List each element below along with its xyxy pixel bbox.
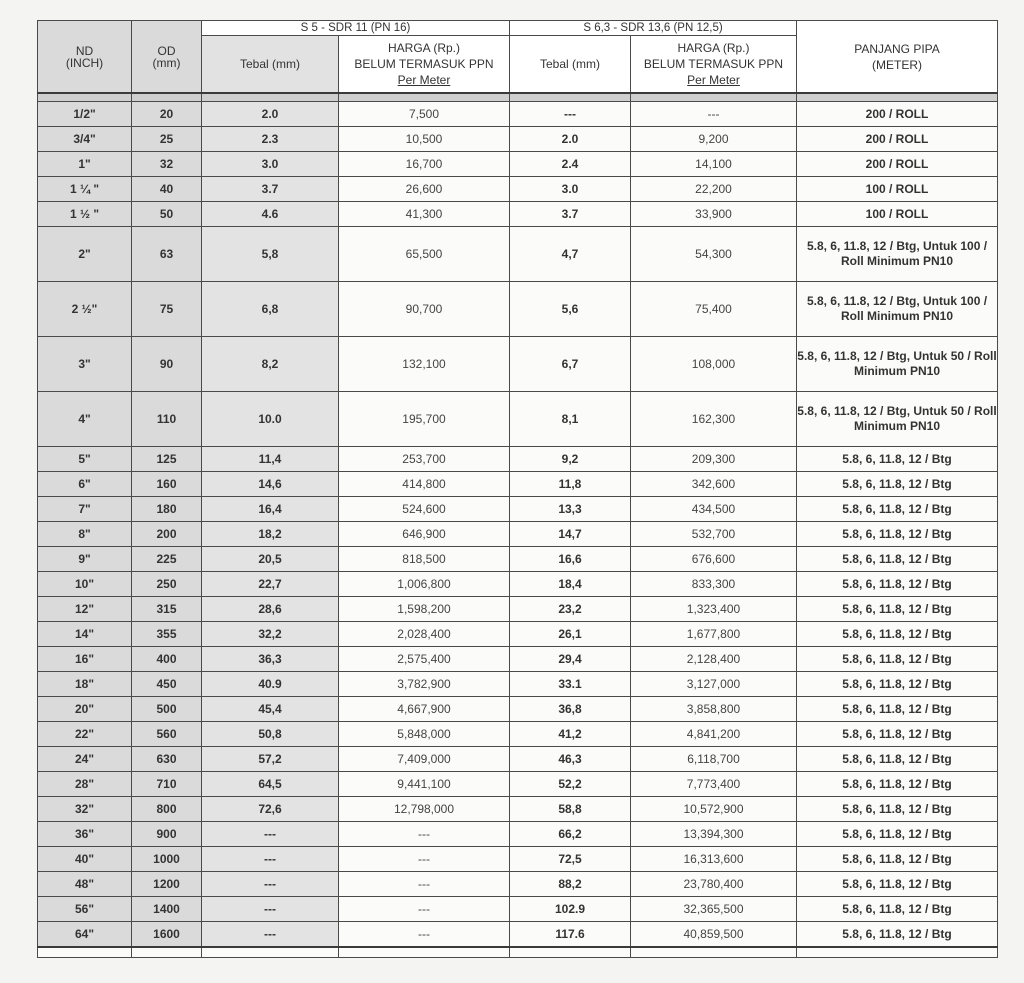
harga-sdr136-cell: 434,500 [631, 497, 797, 522]
panjang-cell: 5.8, 6, 11.8, 12 / Btg [797, 497, 998, 522]
panjang-cell: 5.8, 6, 11.8, 12 / Btg [797, 747, 998, 772]
od-cell: 250 [132, 572, 202, 597]
harga-sdr11-cell: 12,798,000 [339, 797, 510, 822]
table-row [38, 177, 998, 202]
table-row [38, 227, 998, 282]
nd-cell: 3" [38, 337, 132, 392]
table-row [38, 497, 998, 522]
panjang-cell: 100 / ROLL [797, 202, 998, 227]
header-tebal-1: Tebal (mm) [202, 36, 339, 94]
harga-sdr136-cell: --- [631, 102, 797, 127]
harga-sdr11-cell: 818,500 [339, 547, 510, 572]
harga-sdr11-cell: 195,700 [339, 392, 510, 447]
panjang-cell: 5.8, 6, 11.8, 12 / Btg [797, 722, 998, 747]
nd-cell: 4" [38, 392, 132, 447]
panjang-cell: 5.8, 6, 11.8, 12 / Btg [797, 822, 998, 847]
header-harga-2-line3: Per Meter [687, 73, 740, 87]
header-nd-line2: (INCH) [65, 55, 104, 70]
harga-sdr136-cell: 10,572,900 [631, 797, 797, 822]
od-cell: 1000 [132, 847, 202, 872]
header-harga-1-line2: BELUM TERMASUK PPN [354, 57, 494, 71]
panjang-cell: 5.8, 6, 11.8, 12 / Btg [797, 797, 998, 822]
harga-sdr136-cell: 2,128,400 [631, 647, 797, 672]
nd-cell: 10" [38, 572, 132, 597]
tebal-sdr136-cell: 46,3 [510, 747, 631, 772]
tebal-sdr136-cell: 18,4 [510, 572, 631, 597]
panjang-cell: 5.8, 6, 11.8, 12 / Btg [797, 647, 998, 672]
tebal-sdr11-cell: 72,6 [202, 797, 339, 822]
harga-sdr11-cell: 3,782,900 [339, 672, 510, 697]
price-sheet [37, 20, 997, 958]
harga-sdr136-cell: 1,677,800 [631, 622, 797, 647]
harga-sdr136-cell: 14,100 [631, 152, 797, 177]
od-cell: 800 [132, 797, 202, 822]
tebal-sdr11-cell: 22,7 [202, 572, 339, 597]
tebal-sdr136-cell: 2.0 [510, 127, 631, 152]
table-row [38, 392, 998, 447]
header-harga-1-line3: Per Meter [397, 73, 451, 87]
harga-sdr11-cell: 414,800 [339, 472, 510, 497]
harga-sdr136-cell: 3,858,800 [631, 697, 797, 722]
panjang-cell: 5.8, 6, 11.8, 12 / Btg [797, 597, 998, 622]
harga-sdr11-cell: --- [339, 847, 510, 872]
tebal-sdr11-cell: 18,2 [202, 522, 339, 547]
od-cell: 200 [132, 522, 202, 547]
table-row [38, 547, 998, 572]
od-cell: 630 [132, 747, 202, 772]
table-row [38, 127, 998, 152]
od-cell: 450 [132, 672, 202, 697]
harga-sdr11-cell: 5,848,000 [339, 722, 510, 747]
panjang-cell: 5.8, 6, 11.8, 12 / Btg [797, 447, 998, 472]
header-panjang-line1: PANJANG PIPA [854, 41, 940, 56]
panjang-cell: 5.8, 6, 11.8, 12 / Btg [797, 572, 998, 597]
tebal-sdr136-cell: 13,3 [510, 497, 631, 522]
nd-cell: 32" [38, 797, 132, 822]
nd-cell: 36" [38, 822, 132, 847]
od-cell: 32 [132, 152, 202, 177]
tebal-sdr11-cell: --- [202, 847, 339, 872]
harga-sdr11-cell: --- [339, 872, 510, 897]
harga-sdr136-cell: 6,118,700 [631, 747, 797, 772]
panjang-cell: 100 / ROLL [797, 177, 998, 202]
harga-sdr11-cell: --- [339, 822, 510, 847]
od-cell: 560 [132, 722, 202, 747]
panjang-cell: 5.8, 6, 11.8, 12 / Btg [797, 697, 998, 722]
harga-sdr136-cell: 9,200 [631, 127, 797, 152]
panjang-cell: 5.8, 6, 11.8, 12 / Btg [797, 847, 998, 872]
harga-sdr11-cell: 2,028,400 [339, 622, 510, 647]
table-row [38, 922, 998, 948]
od-cell: 355 [132, 622, 202, 647]
header-od-line2: (mm) [152, 55, 181, 70]
harga-sdr11-cell: 9,441,100 [339, 772, 510, 797]
panjang-cell: 5.8, 6, 11.8, 12 / Btg [797, 547, 998, 572]
table-row [38, 822, 998, 847]
header-harga-2-line2: BELUM TERMASUK PPN [643, 57, 784, 71]
tebal-sdr136-cell: 88,2 [510, 872, 631, 897]
od-cell: 900 [132, 822, 202, 847]
harga-sdr136-cell: 532,700 [631, 522, 797, 547]
harga-sdr136-cell: 162,300 [631, 392, 797, 447]
harga-sdr136-cell: 108,000 [631, 337, 797, 392]
tebal-sdr136-cell: 5,6 [510, 282, 631, 337]
tebal-sdr11-cell: 20,5 [202, 547, 339, 572]
panjang-cell: 5.8, 6, 11.8, 12 / Btg, Untuk 100 / Roll Minimum PN10 [797, 227, 998, 282]
header-nd-line1: ND [75, 43, 94, 58]
panjang-cell: 200 / ROLL [797, 127, 998, 152]
od-cell: 225 [132, 547, 202, 572]
table-row [38, 202, 998, 227]
tebal-sdr136-cell: 72,5 [510, 847, 631, 872]
od-cell: 125 [132, 447, 202, 472]
tebal-sdr11-cell: 10.0 [202, 392, 339, 447]
nd-cell: 2 ½" [38, 282, 132, 337]
harga-sdr11-cell: 2,575,400 [339, 647, 510, 672]
pipe-price-table [37, 20, 998, 958]
table-row [38, 722, 998, 747]
table-row [38, 152, 998, 177]
harga-sdr11-cell: 4,667,900 [339, 697, 510, 722]
header-od-line1: OD [157, 43, 176, 58]
od-cell: 90 [132, 337, 202, 392]
harga-sdr136-cell: 16,313,600 [631, 847, 797, 872]
nd-cell: 8" [38, 522, 132, 547]
harga-sdr136-cell: 342,600 [631, 472, 797, 497]
table-row [38, 102, 998, 127]
tebal-sdr136-cell: 8,1 [510, 392, 631, 447]
harga-sdr11-cell: 132,100 [339, 337, 510, 392]
table-body [38, 93, 998, 958]
tebal-sdr11-cell: 6,8 [202, 282, 339, 337]
tebal-sdr136-cell: --- [510, 102, 631, 127]
od-cell: 40 [132, 177, 202, 202]
tebal-sdr136-cell: 58,8 [510, 797, 631, 822]
panjang-cell: 200 / ROLL [797, 102, 998, 127]
panjang-cell: 200 / ROLL [797, 152, 998, 177]
tebal-sdr11-cell: 28,6 [202, 597, 339, 622]
panjang-cell: 5.8, 6, 11.8, 12 / Btg [797, 897, 998, 922]
panjang-cell: 5.8, 6, 11.8, 12 / Btg, Untuk 50 / Roll Minimum PN10 [797, 392, 998, 447]
header-group-sdr11: S 5 - SDR 11 (PN 16) [202, 21, 510, 36]
od-cell: 315 [132, 597, 202, 622]
nd-cell: 22" [38, 722, 132, 747]
table-row [38, 572, 998, 597]
harga-sdr136-cell: 4,841,200 [631, 722, 797, 747]
nd-cell: 6" [38, 472, 132, 497]
tebal-sdr11-cell: 5,8 [202, 227, 339, 282]
harga-sdr11-cell: --- [339, 922, 510, 948]
table-row [38, 797, 998, 822]
tebal-sdr136-cell: 23,2 [510, 597, 631, 622]
nd-cell: 5" [38, 447, 132, 472]
harga-sdr11-cell: 10,500 [339, 127, 510, 152]
harga-sdr136-cell: 40,859,500 [631, 922, 797, 948]
header-gap-row [38, 93, 998, 102]
tebal-sdr11-cell: 3.7 [202, 177, 339, 202]
tebal-sdr11-cell: 11,4 [202, 447, 339, 472]
nd-cell: 48" [38, 872, 132, 897]
harga-sdr11-cell: 65,500 [339, 227, 510, 282]
header-harga-2 [631, 36, 797, 94]
table-row [38, 337, 998, 392]
panjang-cell: 5.8, 6, 11.8, 12 / Btg [797, 622, 998, 647]
tebal-sdr136-cell: 26,1 [510, 622, 631, 647]
harga-sdr11-cell: 7,409,000 [339, 747, 510, 772]
tebal-sdr11-cell: --- [202, 822, 339, 847]
tebal-sdr11-cell: 2.0 [202, 102, 339, 127]
nd-cell: 64" [38, 922, 132, 948]
harga-sdr11-cell: 253,700 [339, 447, 510, 472]
od-cell: 180 [132, 497, 202, 522]
table-row [38, 522, 998, 547]
panjang-cell: 5.8, 6, 11.8, 12 / Btg, Untuk 50 / Roll Minimum PN10 [797, 337, 998, 392]
harga-sdr11-cell: 7,500 [339, 102, 510, 127]
harga-sdr136-cell: 7,773,400 [631, 772, 797, 797]
tebal-sdr11-cell: --- [202, 872, 339, 897]
nd-cell: 1/2" [38, 102, 132, 127]
panjang-cell: 5.8, 6, 11.8, 12 / Btg [797, 772, 998, 797]
od-cell: 500 [132, 697, 202, 722]
tebal-sdr11-cell: 32,2 [202, 622, 339, 647]
table-row [38, 847, 998, 872]
table-row [38, 897, 998, 922]
od-cell: 25 [132, 127, 202, 152]
nd-cell: 16" [38, 647, 132, 672]
tebal-sdr136-cell: 41,2 [510, 722, 631, 747]
tebal-sdr11-cell: 36,3 [202, 647, 339, 672]
tebal-sdr136-cell: 36,8 [510, 697, 631, 722]
panjang-cell: 5.8, 6, 11.8, 12 / Btg [797, 522, 998, 547]
od-cell: 50 [132, 202, 202, 227]
footer-row [38, 947, 998, 958]
nd-cell: 14" [38, 622, 132, 647]
tebal-sdr136-cell: 52,2 [510, 772, 631, 797]
header-harga-2-line1: HARGA (Rp.) [677, 41, 750, 55]
nd-cell: 24" [38, 747, 132, 772]
harga-sdr11-cell: 16,700 [339, 152, 510, 177]
harga-sdr11-cell: 90,700 [339, 282, 510, 337]
tebal-sdr136-cell: 3.0 [510, 177, 631, 202]
od-cell: 1400 [132, 897, 202, 922]
harga-sdr136-cell: 23,780,400 [631, 872, 797, 897]
tebal-sdr136-cell: 4,7 [510, 227, 631, 282]
tebal-sdr11-cell: 8,2 [202, 337, 339, 392]
od-cell: 160 [132, 472, 202, 497]
tebal-sdr136-cell: 9,2 [510, 447, 631, 472]
table-row [38, 697, 998, 722]
od-cell: 710 [132, 772, 202, 797]
harga-sdr136-cell: 676,600 [631, 547, 797, 572]
harga-sdr11-cell: 41,300 [339, 202, 510, 227]
table-row [38, 872, 998, 897]
nd-cell: 7" [38, 497, 132, 522]
header-harga-1-line1: HARGA (Rp.) [387, 41, 460, 55]
tebal-sdr11-cell: 2.3 [202, 127, 339, 152]
tebal-sdr11-cell: 50,8 [202, 722, 339, 747]
tebal-sdr11-cell: --- [202, 897, 339, 922]
harga-sdr11-cell: --- [339, 897, 510, 922]
header-group-sdr136: S 6,3 - SDR 13,6 (PN 12,5) [510, 21, 797, 36]
harga-sdr11-cell: 524,600 [339, 497, 510, 522]
od-cell: 20 [132, 102, 202, 127]
header-nd [38, 21, 132, 94]
od-cell: 400 [132, 647, 202, 672]
harga-sdr11-cell: 26,600 [339, 177, 510, 202]
harga-sdr136-cell: 1,323,400 [631, 597, 797, 622]
tebal-sdr11-cell: 4.6 [202, 202, 339, 227]
tebal-sdr136-cell: 2.4 [510, 152, 631, 177]
panjang-cell: 5.8, 6, 11.8, 12 / Btg [797, 872, 998, 897]
tebal-sdr136-cell: 6,7 [510, 337, 631, 392]
panjang-cell: 5.8, 6, 11.8, 12 / Btg [797, 672, 998, 697]
od-cell: 1600 [132, 922, 202, 948]
od-cell: 1200 [132, 872, 202, 897]
tebal-sdr11-cell: 57,2 [202, 747, 339, 772]
harga-sdr136-cell: 22,200 [631, 177, 797, 202]
nd-cell: 9" [38, 547, 132, 572]
nd-cell: 28" [38, 772, 132, 797]
harga-sdr11-cell: 1,006,800 [339, 572, 510, 597]
nd-cell: 1" [38, 152, 132, 177]
od-cell: 75 [132, 282, 202, 337]
nd-cell: 56" [38, 897, 132, 922]
tebal-sdr11-cell: 3.0 [202, 152, 339, 177]
panjang-cell: 5.8, 6, 11.8, 12 / Btg [797, 922, 998, 948]
harga-sdr136-cell: 75,400 [631, 282, 797, 337]
header-panjang-line2: (METER) [872, 57, 922, 72]
tebal-sdr11-cell: 45,4 [202, 697, 339, 722]
tebal-sdr136-cell: 102.9 [510, 897, 631, 922]
table-row [38, 472, 998, 497]
table-row [38, 282, 998, 337]
harga-sdr11-cell: 646,900 [339, 522, 510, 547]
harga-sdr136-cell: 209,300 [631, 447, 797, 472]
nd-cell: 2" [38, 227, 132, 282]
table-row [38, 672, 998, 697]
od-cell: 110 [132, 392, 202, 447]
tebal-sdr136-cell: 16,6 [510, 547, 631, 572]
nd-cell: 20" [38, 697, 132, 722]
harga-sdr136-cell: 54,300 [631, 227, 797, 282]
tebal-sdr136-cell: 3.7 [510, 202, 631, 227]
table-row [38, 772, 998, 797]
tebal-sdr136-cell: 33.1 [510, 672, 631, 697]
tebal-sdr136-cell: 14,7 [510, 522, 631, 547]
panjang-cell: 5.8, 6, 11.8, 12 / Btg [797, 472, 998, 497]
nd-cell: 12" [38, 597, 132, 622]
table-row [38, 622, 998, 647]
harga-sdr11-cell: 1,598,200 [339, 597, 510, 622]
harga-sdr136-cell: 13,394,300 [631, 822, 797, 847]
header-harga-1 [339, 36, 510, 94]
harga-sdr136-cell: 32,365,500 [631, 897, 797, 922]
table-row [38, 747, 998, 772]
header-panjang [797, 21, 998, 94]
harga-sdr136-cell: 3,127,000 [631, 672, 797, 697]
harga-sdr136-cell: 833,300 [631, 572, 797, 597]
tebal-sdr136-cell: 117.6 [510, 922, 631, 948]
tebal-sdr11-cell: 40.9 [202, 672, 339, 697]
tebal-sdr11-cell: --- [202, 922, 339, 948]
od-cell: 63 [132, 227, 202, 282]
table-row [38, 597, 998, 622]
tebal-sdr136-cell: 29,4 [510, 647, 631, 672]
header-od [132, 21, 202, 94]
header-tebal-2: Tebal (mm) [510, 36, 631, 94]
panjang-cell: 5.8, 6, 11.8, 12 / Btg, Untuk 100 / Roll Minimum PN10 [797, 282, 998, 337]
tebal-sdr11-cell: 16,4 [202, 497, 339, 522]
tebal-sdr11-cell: 64,5 [202, 772, 339, 797]
tebal-sdr136-cell: 11,8 [510, 472, 631, 497]
nd-cell: 40" [38, 847, 132, 872]
nd-cell: 18" [38, 672, 132, 697]
harga-sdr136-cell: 33,900 [631, 202, 797, 227]
table-row [38, 647, 998, 672]
tebal-sdr11-cell: 14,6 [202, 472, 339, 497]
tebal-sdr136-cell: 66,2 [510, 822, 631, 847]
nd-cell: 1 ¼ " [38, 177, 132, 202]
nd-cell: 1 ½ " [38, 202, 132, 227]
nd-cell: 3/4" [38, 127, 132, 152]
table-row [38, 447, 998, 472]
